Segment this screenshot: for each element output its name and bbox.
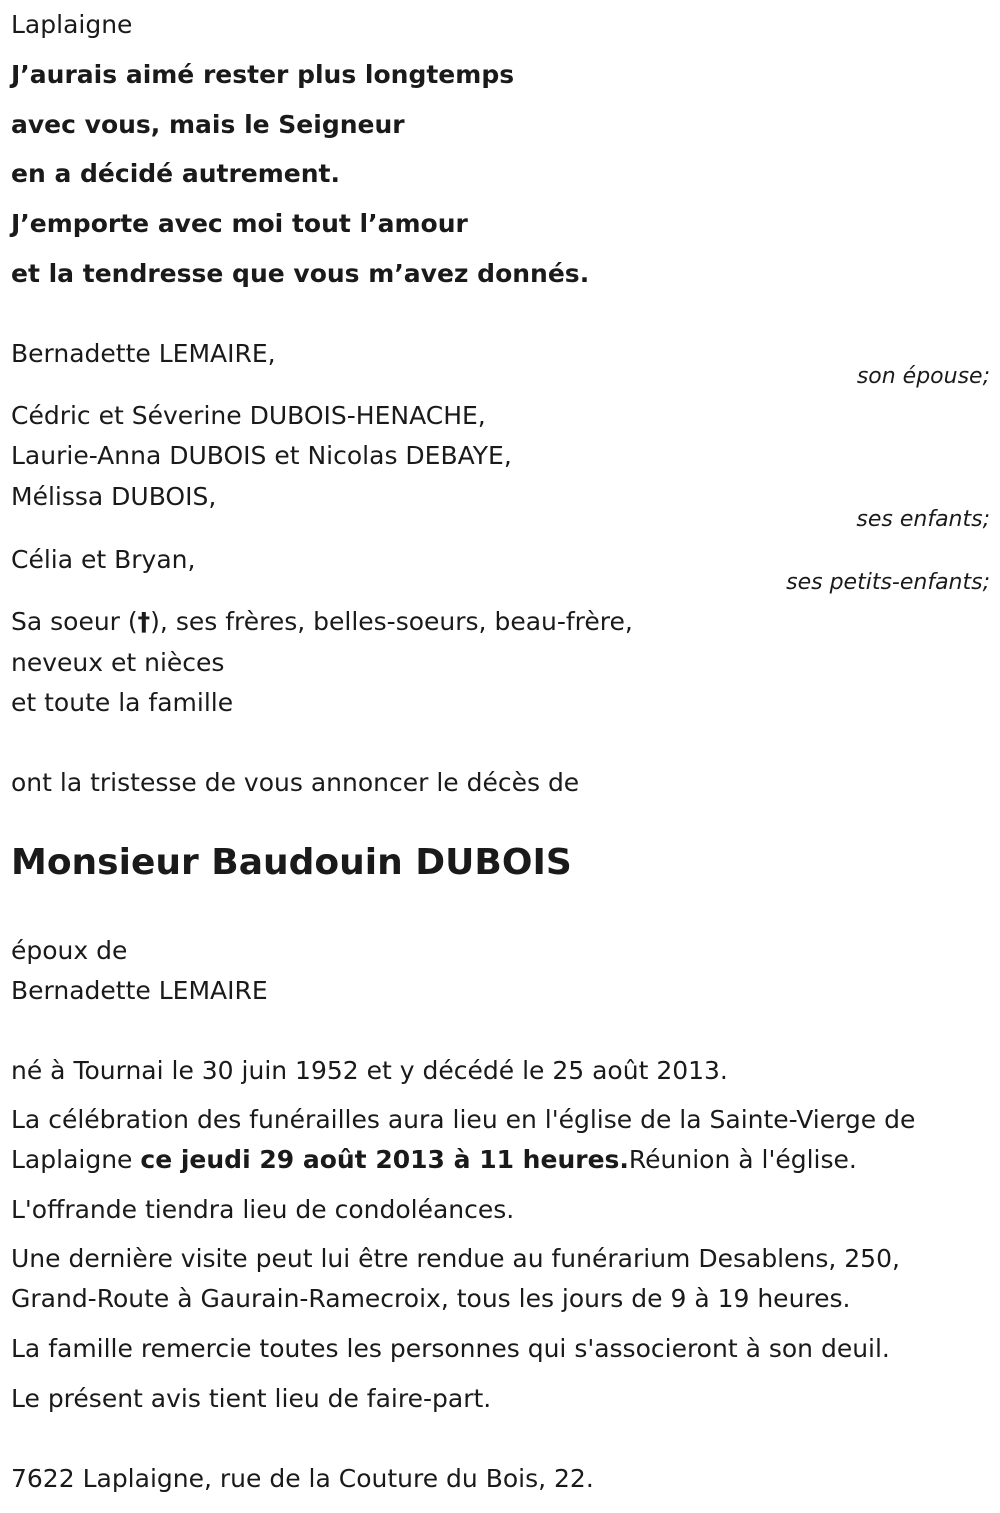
grandchildren: Célia et Bryan,	[11, 545, 196, 574]
children-role: ses enfants;	[856, 507, 990, 532]
poem-line-2: avec vous, mais le Seigneur	[11, 110, 405, 139]
poem-line-3: en a décidé autrement.	[11, 159, 340, 188]
ceremony-meet: Réunion à l'église.	[628, 1145, 857, 1174]
offering: L'offrande tiendra lieu de condoléances.	[11, 1195, 515, 1224]
spouse-role: son épouse;	[856, 364, 990, 389]
sister-suffix: ), ses frères, belles-soeurs, beau-frère,	[150, 607, 633, 636]
relation-label: époux de	[11, 936, 128, 965]
spouse-name: Bernadette LEMAIRE,	[11, 339, 276, 368]
child-2: Laurie-Anna DUBOIS et Nicolas DEBAYE,	[11, 441, 512, 470]
visit-line-1: Une dernière visite peut lui être rendue au funérarium Desablens, 250,	[11, 1244, 900, 1273]
relatives-line-2: et toute la famille	[11, 688, 234, 717]
address: 7622 Laplaigne, rue de la Couture du Bois, 22.	[11, 1464, 594, 1493]
relation-name: Bernadette LEMAIRE	[11, 976, 268, 1005]
deceased-name: Monsieur Baudouin DUBOIS	[11, 842, 572, 883]
sister-prefix: Sa soeur (	[11, 607, 138, 636]
sister-line	[11, 609, 633, 634]
relatives-line-1: neveux et nièces	[11, 648, 225, 677]
ceremony-line-2	[11, 1147, 857, 1172]
ceremony-date: ce jeudi 29 août 2013 à 11 heures.	[140, 1145, 629, 1174]
child-1: Cédric et Séverine DUBOIS-HENACHE,	[11, 401, 486, 430]
ceremony-line-1: La célébration des funérailles aura lieu en l'église de la Sainte-Vierge de	[11, 1105, 916, 1134]
birth-death: né à Tournai le 30 juin 1952 et y décédé le 25 août 2013.	[11, 1056, 728, 1085]
announcement: ont la tristesse de vous annoncer le décès de	[11, 768, 580, 797]
dagger-icon: †	[137, 607, 151, 636]
visit-line-2: Grand-Route à Gaurain-Ramecroix, tous les jours de 9 à 19 heures.	[11, 1284, 851, 1313]
header-place: Laplaigne	[11, 10, 133, 39]
poem-line-5: et la tendresse que vous m’avez donnés.	[11, 259, 590, 288]
thanks: La famille remercie toutes les personnes qui s'associeront à son deuil.	[11, 1334, 890, 1363]
poem-line-1: J’aurais aimé rester plus longtemps	[11, 60, 515, 89]
poem-line-4: J’emporte avec moi tout l’amour	[11, 209, 468, 238]
child-3: Mélissa DUBOIS,	[11, 482, 217, 511]
grandchildren-role: ses petits-enfants;	[786, 570, 990, 595]
ceremony-place: Laplaigne	[11, 1145, 141, 1174]
notice: Le présent avis tient lieu de faire-part.	[11, 1384, 492, 1413]
